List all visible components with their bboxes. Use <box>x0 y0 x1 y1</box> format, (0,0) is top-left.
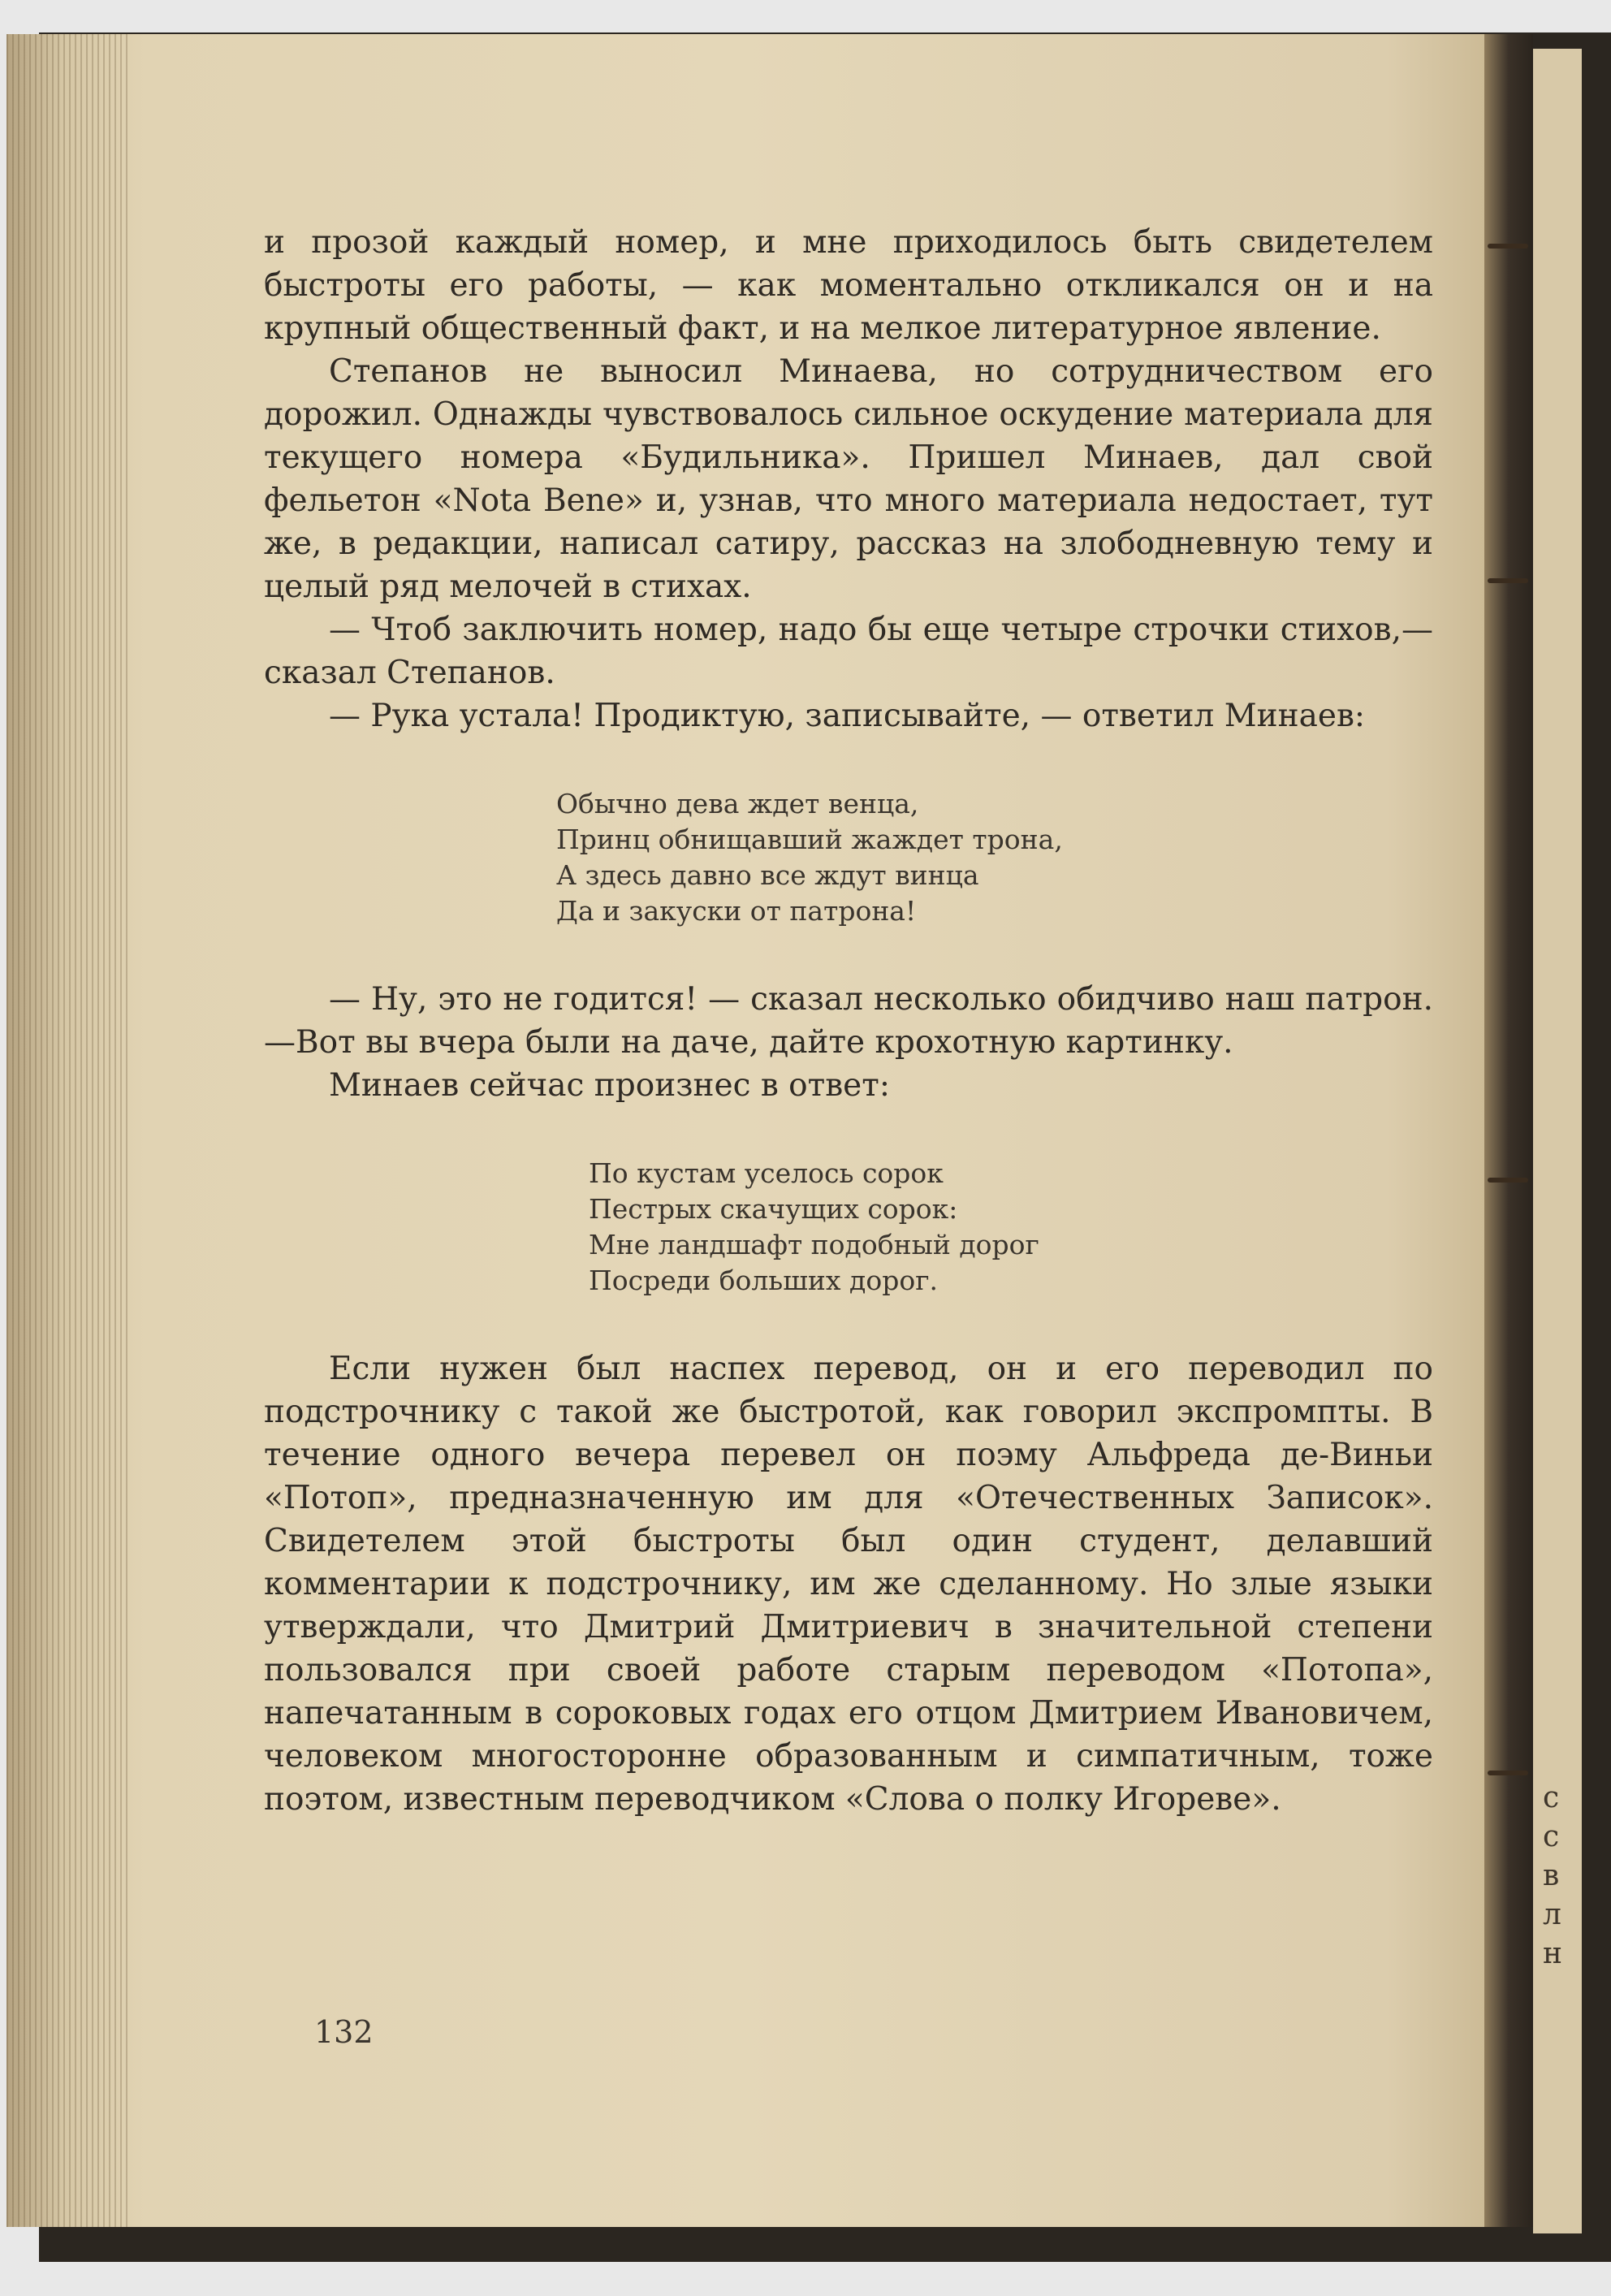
next-page-letter: л <box>1543 1898 1561 1931</box>
paragraph: — Ну, это не годится! — сказал несколько обидчиво наш патрон.—Вот вы вчера были на даче, дайте крохотную картинку. <box>264 981 1433 1061</box>
page-edges <box>6 34 128 2227</box>
poem-line: По кустам уселось сорок <box>589 1157 944 1189</box>
next-page-letter: н <box>1543 1937 1562 1970</box>
paragraph: и прозой каждый номер, и мне приходилось быть свидетелем быстроты его работы, — как моментально откликался он и на крупный общественный факт, и на мелкое литературное явление. <box>264 224 1433 347</box>
poem-line: Обычно дева ждет венца, <box>556 788 919 819</box>
paragraph: — Рука устала! Продиктую, записывайте, — ответил Минаев: <box>329 698 1366 734</box>
poem-line: Мне ландшафт подобный дорог <box>589 1229 1039 1260</box>
poem-stanza <box>264 786 1433 929</box>
poem-line: Да и закуски от патрона! <box>556 895 917 927</box>
next-page-letter: в <box>1543 1859 1560 1892</box>
paragraph: Минаев сейчас произнес в ответ: <box>329 1067 890 1104</box>
poem-line: А здесь давно все ждут винца <box>556 859 979 891</box>
poem-line: Пестрых скачущих сорок: <box>589 1193 958 1225</box>
paragraph: Степанов не выносил Минаева, но сотрудничеством его дорожил. Однажды чувствовалось сильное оскудение материала для текущего номера «Будильника». Пришел Минаев, дал свой фельетон «Nota Bene» и, узнав, что много материала недостает, тут же, в редакции, написал сатиру, рассказ на злободневную тему и целый ряд мелочей в стихах. <box>264 353 1433 605</box>
paragraph: — Чтоб заключить номер, надо бы еще четыре строчки стихов,— сказал Степанов. <box>264 612 1433 691</box>
binding-thread <box>1488 578 1528 583</box>
poem-line: Посреди больших дорог. <box>589 1265 938 1296</box>
next-page-letters <box>1543 1779 1575 1974</box>
page-number: 132 <box>314 2014 374 2050</box>
next-page-letter: с <box>1543 1820 1560 1853</box>
poem-line: Принц обнищавший жаждет трона, <box>556 824 1063 855</box>
poem-stanza <box>264 1156 1433 1299</box>
paragraph: Если нужен был наспех перевод, он и его переводил по подстрочнику с такой же быстротой, как говорил экспромпты. В течение одного вечера перевел он поэму Альфреда де-Виньи «Потоп», предназначенную им для «Отечественных Записок». Свидетелем этой быстроты был один студент, делавший комментарии к подстрочнику, им же сделанному. Но злые языки утверждали, что Дмитрий Дмитриевич в значительной степени пользовался при своей работе старым переводом «Потопа», напечатанным в сороковых годах его отцом Дмитрием Ивановичем, человеком многосторонне образованным и симпатичным, тоже поэтом, известным переводчиком «Слова о полку Игореве». <box>264 1351 1433 1818</box>
page-text <box>264 221 1433 1821</box>
binding-thread <box>1488 1178 1528 1183</box>
book-gutter <box>1484 34 1533 2227</box>
next-page-letter: с <box>1543 1781 1560 1814</box>
binding-thread <box>1488 244 1528 249</box>
binding-thread <box>1488 1771 1528 1775</box>
